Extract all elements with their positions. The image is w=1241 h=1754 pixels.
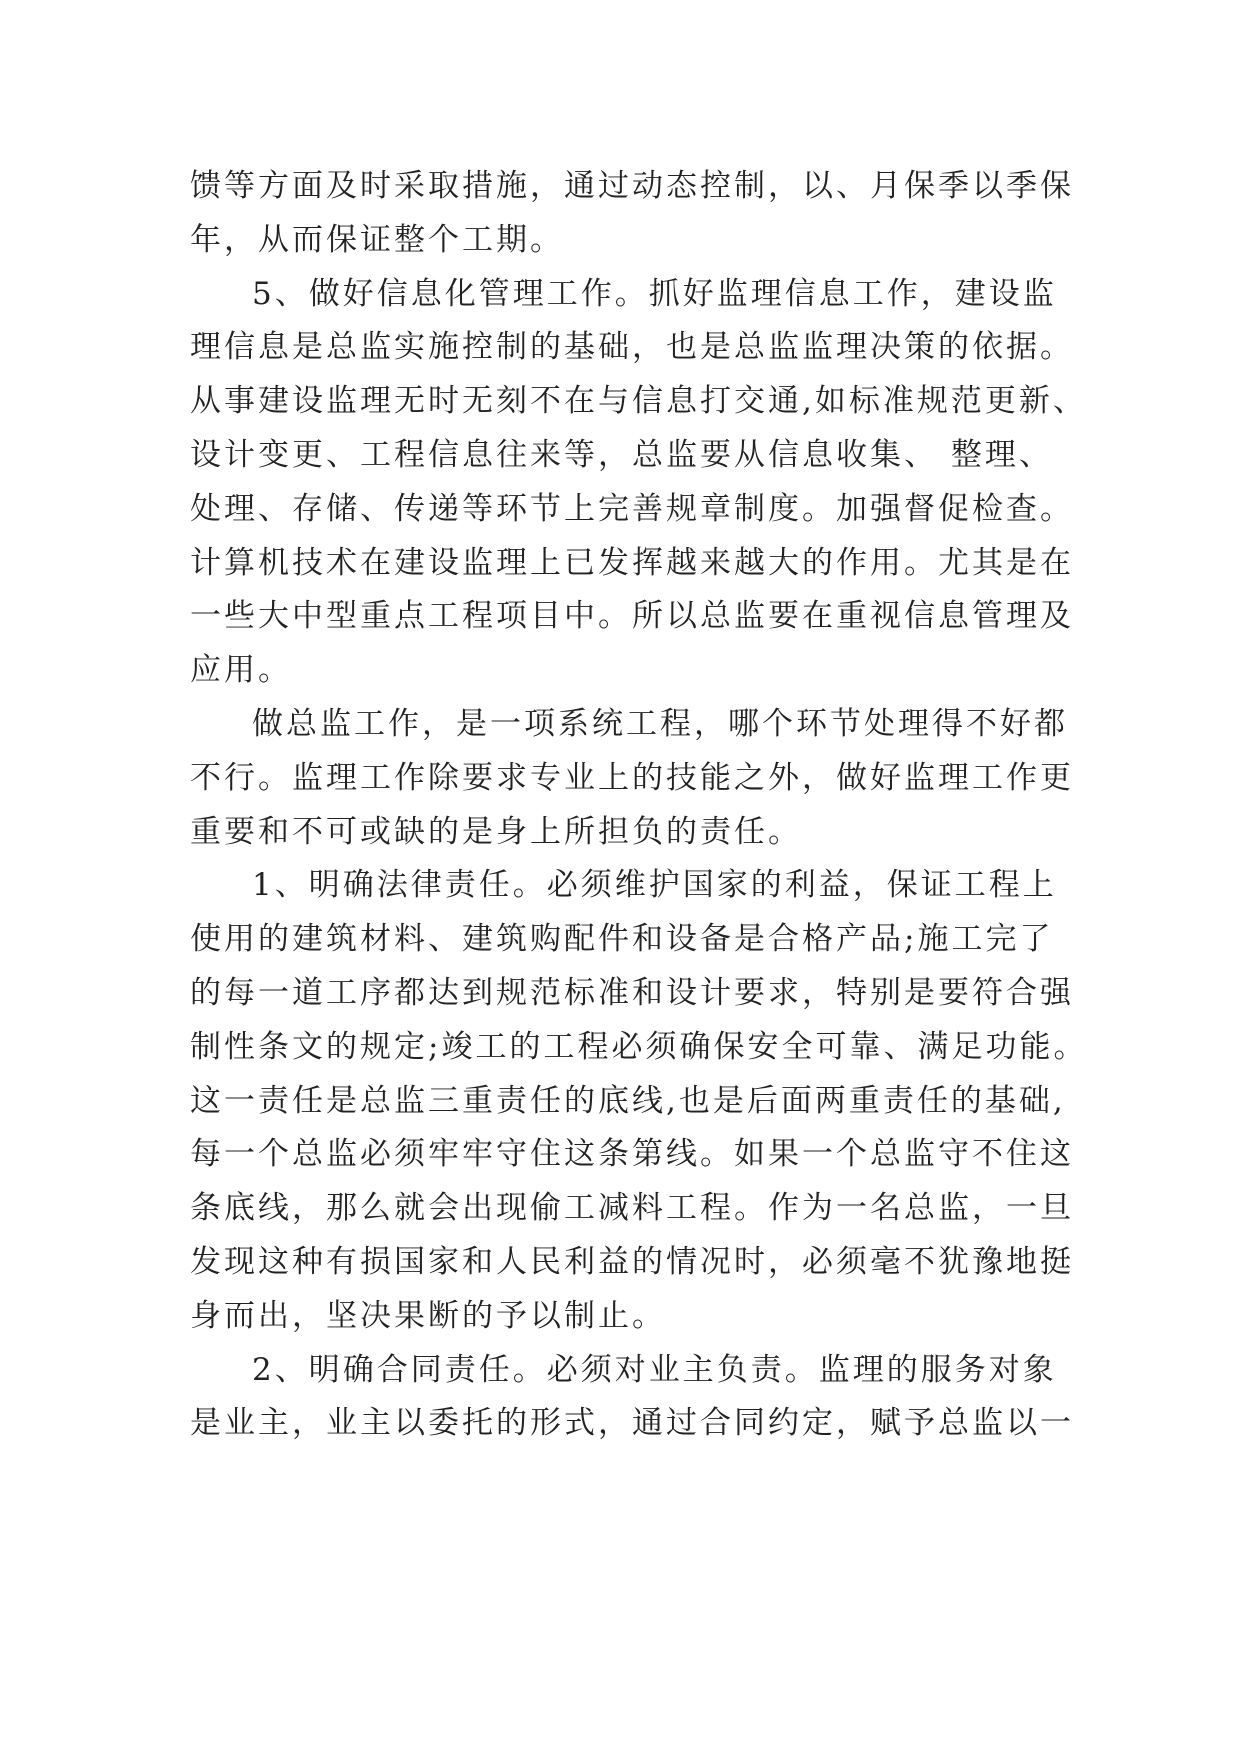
text-line: 制性条文的规定;竣工的工程必须确保安全可靠、满足功能。 (190, 1028, 1088, 1065)
text-line: 2、明确合同责任。必须对业主负责。监理的服务对象 (252, 1351, 1057, 1388)
text-line: 计算机技术在建设监理上已发挥越来越大的作用。尤其是在 (190, 544, 1074, 581)
text-line: 重要和不可或缺的是身上所担负的责任。 (190, 813, 802, 850)
document-body (190, 160, 1088, 1451)
text-line: 理信息是总监实施控制的基础，也是总监监理决策的依据。 (190, 329, 1074, 366)
text-line: 做总监工作，是一项系统工程，哪个环节处理得不好都 (252, 705, 1068, 742)
text-line: 年，从而保证整个工期。 (190, 221, 564, 258)
text-line: 应用。 (190, 652, 292, 689)
text-line: 设计变更、工程信息往来等，总监要从信息收集、 整理、 (190, 436, 1053, 473)
text-line: 是业主，业主以委托的形式，通过合同约定，赋予总监以一 (190, 1405, 1074, 1442)
text-line: 一些大中型重点工程项目中。所以总监要在重视信息管理及 (190, 598, 1074, 635)
text-line: 身而出，坚决果断的予以制止。 (190, 1297, 666, 1334)
text-line: 从事建设监理无时无刻不在与信息打交通,如标准规范更新、 (190, 383, 1087, 420)
text-line: 不行。监理工作除要求专业上的技能之外，做好监理工作更 (190, 759, 1074, 796)
text-line: 发现这种有损国家和人民利益的情况时，必须毫不犹豫地挺 (190, 1243, 1074, 1280)
text-line: 处理、存储、传递等环节上完善规章制度。加强督促检查。 (190, 490, 1074, 527)
text-line: 这一责任是总监三重责任的底线,也是后面两重责任的基础, (190, 1082, 1066, 1119)
text-line: 每一个总监必须牢牢守住这条第线。如果一个总监守不住这 (190, 1136, 1074, 1173)
text-line: 条底线，那么就会出现偷工减料工程。作为一名总监，一旦 (190, 1190, 1074, 1227)
text-line: 1、明确法律责任。必须维护国家的利益，保证工程上 (252, 867, 1057, 904)
text-line: 使用的建筑材料、建筑购配件和设备是合格产品;施工完了 (190, 921, 1054, 958)
text-line: 5、做好信息化管理工作。抓好监理信息工作，建设监 (252, 275, 1057, 312)
text-line: 的每一道工序都达到规范标准和设计要求，特别是要符合强 (190, 974, 1074, 1011)
text-line: 馈等方面及时采取措施，通过动态控制，以、月保季以季保 (190, 168, 1074, 204)
